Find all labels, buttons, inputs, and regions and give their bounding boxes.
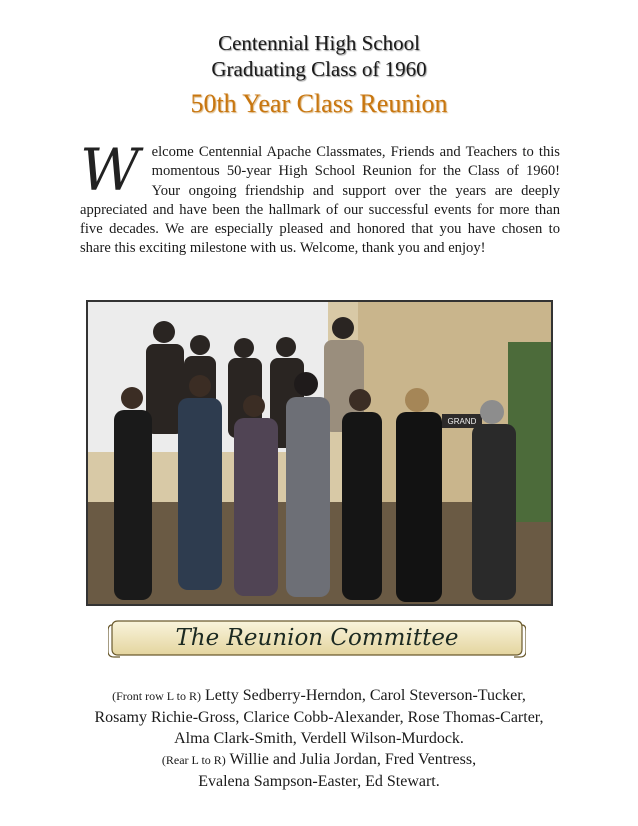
reunion-committee-banner (108, 617, 526, 659)
front-row-label: (Front row L to R) (112, 689, 201, 703)
welcome-text: elcome Centennial Apache Classmates, Friends and Teachers to this momentous 50-year High School Reunion for the Class of 1960! Your ongoing friendship and support over the years are deeply appreciated and have been the hallmark of our successful events for more than five decades. We are especially pleased and honored that you have chosen to share this exciting milestone with us. Welcome, thank you and enjoy! (80, 144, 560, 257)
front-row-names-3: Alma Clark-Smith, Verdell Wilson-Murdock. (174, 730, 464, 747)
welcome-paragraph (80, 136, 560, 259)
banner-title: The Reunion Committee (175, 625, 459, 651)
grand-sign-text: GRAND (447, 417, 477, 426)
class-year: Graduating Class of 1960 (211, 57, 427, 81)
rear-row-names-1: Willie and Julia Jordan, Fred Ventress, (229, 751, 477, 768)
front-row-names-2: Rosamy Richie-Gross, Clarice Cobb-Alexander, Rose Thomas-Carter, (94, 709, 544, 726)
reunion-title: 50th Year Class Reunion (190, 89, 448, 118)
group-photo-illustration (88, 302, 551, 604)
committee-photo (86, 300, 553, 606)
page-header (0, 30, 638, 122)
front-row-line-1 (60, 685, 578, 707)
rear-row-names-2: Evalena Sampson-Easter, Ed Stewart. (198, 773, 440, 790)
school-name: Centennial High School (218, 31, 420, 55)
rear-row-label: (Rear L to R) (161, 753, 226, 767)
front-row-names-1: Letty Sedberry-Herndon, Carol Steverson-Tucker, (204, 687, 526, 704)
photo-credits (60, 685, 578, 792)
rear-row-line-1 (60, 749, 578, 771)
drop-cap: W (80, 136, 140, 204)
